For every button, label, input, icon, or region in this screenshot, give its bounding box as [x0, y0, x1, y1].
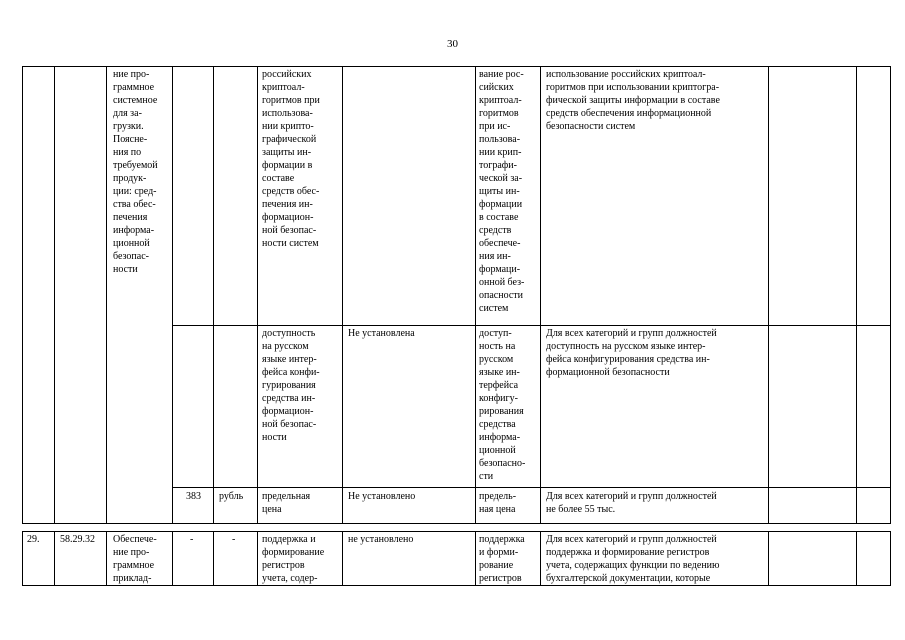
col-border: [106, 66, 107, 524]
col-border: [172, 66, 173, 524]
row-divider: [172, 325, 891, 326]
col-border: [213, 531, 214, 586]
characteristic-cell: предельная цена: [262, 491, 311, 515]
col-border: [475, 531, 476, 586]
col-border: [342, 66, 343, 524]
characteristic-cell: доступность на русском языке интер- фейса конфи- гурирования средства ин- формацион- ной безопас- ности: [262, 328, 320, 443]
col-border: [856, 531, 857, 586]
unit-name-cell: рубль: [219, 491, 244, 502]
product-name-cell: Обеспече- ние про- граммное приклад-: [113, 534, 157, 584]
characteristic-value-cell: доступ- ность на русском языке ин- терфейса конфигу- рирования средства информа- ционной безопасно- сти: [479, 328, 526, 482]
requirement-cell: Для всех категорий и групп должностей доступность на русском языке интер- фейса конфигурирования средства ин- формационной безопасности: [546, 328, 717, 378]
unit-name-cell: -: [232, 534, 236, 545]
col-border: [54, 66, 55, 524]
col-border: [257, 66, 258, 524]
page-number: 30: [447, 38, 458, 50]
col-border: [768, 66, 769, 524]
col-border: [213, 66, 214, 524]
unit-code-cell: -: [190, 534, 194, 545]
table-bottom-border: [22, 585, 891, 586]
requirement-cell: использование российских криптоал- горитмов при использовании криптогра- фической защиты информации в составе средств обеспечения информационной безопасности систем: [546, 69, 720, 132]
col-border: [54, 531, 55, 586]
requirement-cell: Для всех категорий и групп должностей не более 55 тыс.: [546, 491, 717, 515]
characteristic-value-cell: вание рос- сийских криптоал- горитмов при ис- пользова- нии крип- тографи- ческой за- щиты ин- формации в составе средств обеспече- ния ин- формаци- онной без- опасности систем: [479, 69, 525, 314]
col-border: [856, 66, 857, 524]
characteristic-value-cell: поддержка и форми- рование регистров: [479, 534, 525, 584]
col-border: [768, 531, 769, 586]
value-cell: Не установлено: [348, 491, 416, 502]
col-border: [890, 66, 891, 524]
product-name-cell: ние про- граммное системное для за- грузки. Поясне- ния по требуемой продук- ции: сред- ства обес- печения информа- ционной безопас- ности: [113, 69, 158, 275]
col-border: [257, 531, 258, 586]
col-border: [540, 531, 541, 586]
col-border: [106, 531, 107, 586]
col-border: [22, 531, 23, 586]
characteristic-cell: поддержка и формирование регистров учета, содер-: [262, 534, 325, 584]
row-divider: [172, 487, 891, 488]
block-bottom-border: [22, 523, 891, 524]
col-border: [475, 66, 476, 524]
requirement-cell: Для всех категорий и групп должностей поддержка и формирование регистров учета, содержащих функции по ведению бухгалтерской документации, которые: [546, 534, 720, 584]
unit-code-cell: 383: [186, 491, 201, 502]
characteristic-cell: российских криптоал- горитмов при использова- нии крипто- графической защиты ин- формации в составе средств обес- печения ин- формацион- ной безопас- ности систем: [262, 69, 320, 249]
col-border: [342, 531, 343, 586]
value-cell: не установлено: [348, 534, 414, 545]
value-cell: Не установлена: [348, 328, 415, 339]
characteristic-value-cell: предель- ная цена: [479, 491, 517, 515]
col-border: [540, 66, 541, 524]
col-border: [172, 531, 173, 586]
block-top-border: [22, 531, 891, 532]
col-border: [22, 66, 23, 524]
col-border: [890, 531, 891, 586]
okpd-code-cell: 58.29.32: [60, 534, 95, 545]
table-top-border: [22, 66, 891, 67]
row-number-cell: 29.: [27, 534, 40, 545]
